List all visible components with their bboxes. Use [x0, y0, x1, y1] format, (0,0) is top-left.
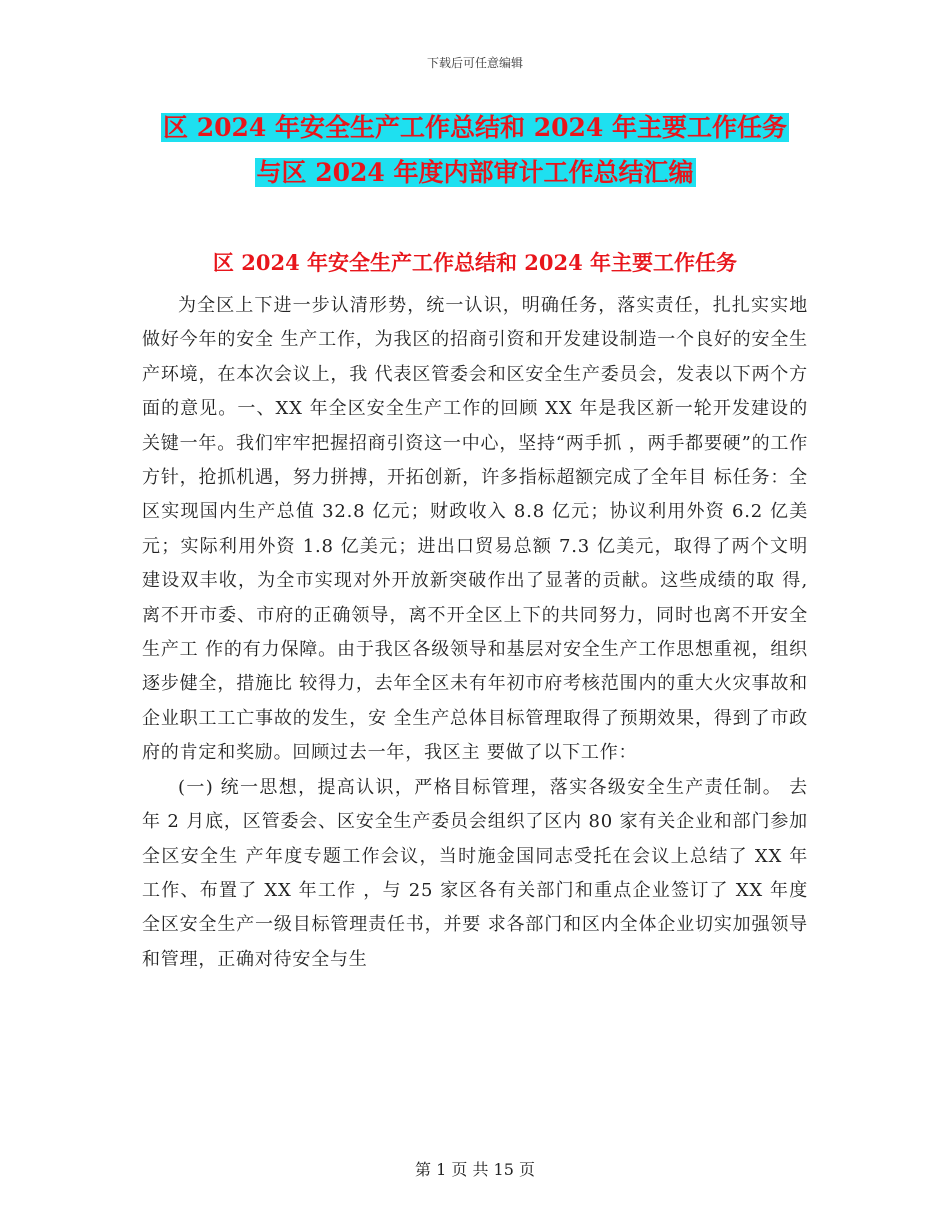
title-line-2-text: 与区 2024 年度内部审计工作总结汇编	[256, 158, 694, 187]
paragraph: 为全区上下进一步认清形势，统一认识，明确任务，落实责任，扎扎实实地做好今年的安全 生产工作，为我区的招商引资和开发建设制造一个良好的安全生产环境，在本次会议上，我 代表区管委会和区安全生产委员会，发表以下两个方面的意见。一、XX 年全区安全生产工作的回顾 XX 年是我区新一轮开发建设的关键一年。我们牢牢把握招商引资这一中心，坚持“两手抓 ，两手都要硬”的工作方针，抢抓机遇，努力拼搏，开拓创新，许多指标超额完成了全年目 标任务：全区实现国内生产总值 32.8 亿元；财政收入 8.8 亿元；协议利用外资 6.2 亿美元；实际利用外资 1.8 亿美元；进出口贸易总额 7.3 亿美元，取得了两个文明建设双丰收，为全市实现对外开放新突破作出了显著的贡献。这些成绩的取 得,离不开市委、市府的正确领导，离不开全区上下的共同努力，同时也离不开安全生产工 作的有力保障。由于我区各级领导和基层对安全生产工作思想重视，组织逐步健全，措施比 较得力，去年全区未有年初市府考核范围内的重大火灾事故和企业职工工亡事故的发生，安 全生产总体目标管理取得了预期效果，得到了市政府的肯定和奖励。回顾过去一年，我区主 要做了以下工作：	[142, 295, 808, 764]
document-title-line-2	[0, 155, 950, 191]
title-line-1-text: 区 2024 年安全生产工作总结和 2024 年主要工作任务	[163, 113, 787, 142]
paragraph: (一) 统一思想，提高认识，严格目标管理，落实各级安全生产责任制。 去年 2 月底，区管委会、区安全生产委员会组织了区内 80 家有关企业和部门参加全区安全生 产年度专题工作会议，当时施金国同志受托在会议上总结了 XX 年工作、布置了 XX 年工作 ，与 25 家区各有关部门和重点企业签订了 XX 年度全区安全生产一级目标管理责任书，并要 求各部门和区内全体企业切实加强领导和管理，正确对待安全与生	[142, 776, 808, 970]
document-title-line-1	[0, 110, 950, 146]
section-title: 区 2024 年安全生产工作总结和 2024 年主要工作任务	[212, 250, 738, 275]
body-text	[142, 289, 808, 977]
header-note: 下载后可任意编辑	[426, 56, 523, 70]
page-footer: 第 1 页 共 15 页	[415, 1160, 535, 1179]
